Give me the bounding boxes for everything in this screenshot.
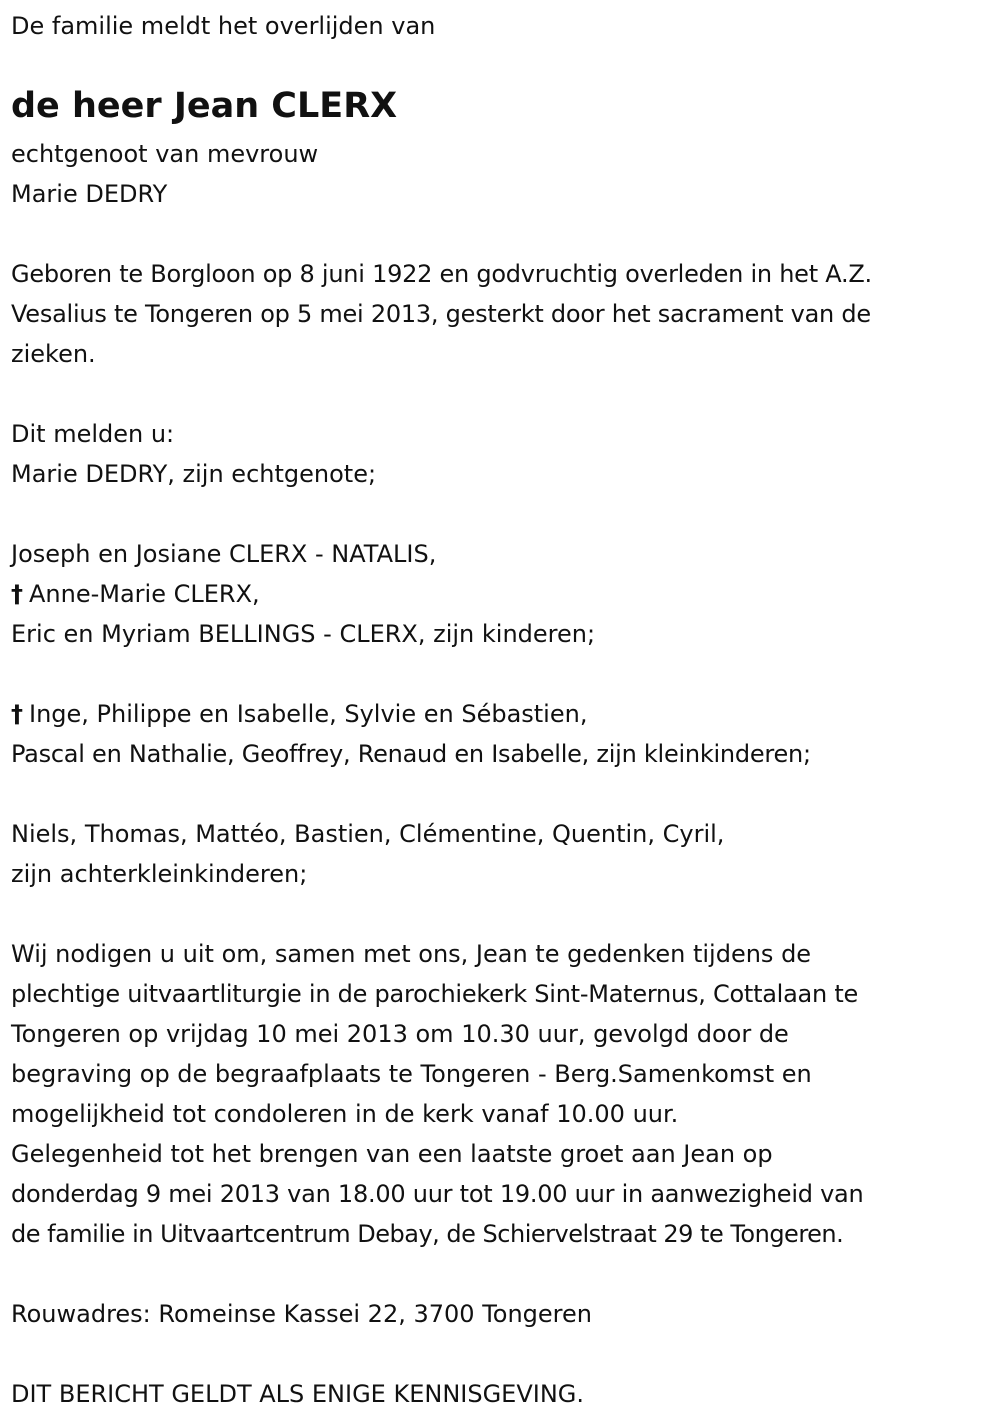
- spouse-line-1: echtgenoot van mevrouw: [11, 140, 319, 168]
- ceremony-line: Tongeren op vrijdag 10 mei 2013 om 10.30 uur, gevolgd door de: [11, 1020, 789, 1048]
- spouse-notifier: Marie DEDRY, zijn echtgenote;: [11, 460, 377, 488]
- notifiers-heading: Dit melden u:: [11, 420, 175, 448]
- ceremony-line: Wij nodigen u uit om, samen met ons, Jean te gedenken tijdens de: [11, 940, 812, 968]
- cross-icon: †: [11, 580, 23, 608]
- closing-statement: DIT BERICHT GELDT ALS ENIGE KENNISGEVING.: [11, 1380, 585, 1408]
- cross-icon: †: [11, 700, 23, 728]
- birth-death-line: zieken.: [11, 340, 96, 368]
- child-name: Anne-Marie CLERX,: [29, 580, 260, 608]
- ceremony-line: donderdag 9 mei 2013 van 18.00 uur tot 19.00 uur in aanwezigheid van: [11, 1180, 864, 1208]
- great-grandchild-line: Niels, Thomas, Mattéo, Bastien, Clémentine, Quentin, Cyril,: [11, 820, 725, 848]
- child-line: [11, 574, 260, 614]
- ceremony-line: mogelijkheid tot condoleren in de kerk vanaf 10.00 uur.: [11, 1100, 679, 1128]
- child-line: Joseph en Josiane CLERX - NATALIS,: [11, 540, 437, 568]
- grandchild-names: Inge, Philippe en Isabelle, Sylvie en Sébastien,: [29, 700, 588, 728]
- ceremony-line: begraving op de begraafplaats te Tongeren - Berg.Samenkomst en: [11, 1060, 812, 1088]
- birth-death-line: Vesalius te Tongeren op 5 mei 2013, gesterkt door het sacrament van de: [11, 300, 871, 328]
- mourning-address: Rouwadres: Romeinse Kassei 22, 3700 Tongeren: [11, 1300, 592, 1328]
- grandchild-line: Pascal en Nathalie, Geoffrey, Renaud en Isabelle, zijn kleinkinderen;: [11, 740, 811, 768]
- great-grandchild-line: zijn achterkleinkinderen;: [11, 860, 308, 888]
- intro-text: De familie meldt het overlijden van: [11, 12, 436, 40]
- grandchild-line: [11, 694, 587, 734]
- birth-death-line: Geboren te Borgloon op 8 juni 1922 en godvruchtig overleden in het A.Z.: [11, 260, 872, 288]
- ceremony-line: Gelegenheid tot het brengen van een laatste groet aan Jean op: [11, 1140, 773, 1168]
- ceremony-line: plechtige uitvaartliturgie in de parochiekerk Sint-Maternus, Cottalaan te: [11, 980, 859, 1008]
- spouse-line-2: Marie DEDRY: [11, 180, 168, 208]
- child-line: Eric en Myriam BELLINGS - CLERX, zijn kinderen;: [11, 620, 596, 648]
- ceremony-line: de familie in Uitvaartcentrum Debay, de Schiervelstraat 29 te Tongeren.: [11, 1220, 844, 1248]
- deceased-name: de heer Jean CLERX: [11, 86, 398, 126]
